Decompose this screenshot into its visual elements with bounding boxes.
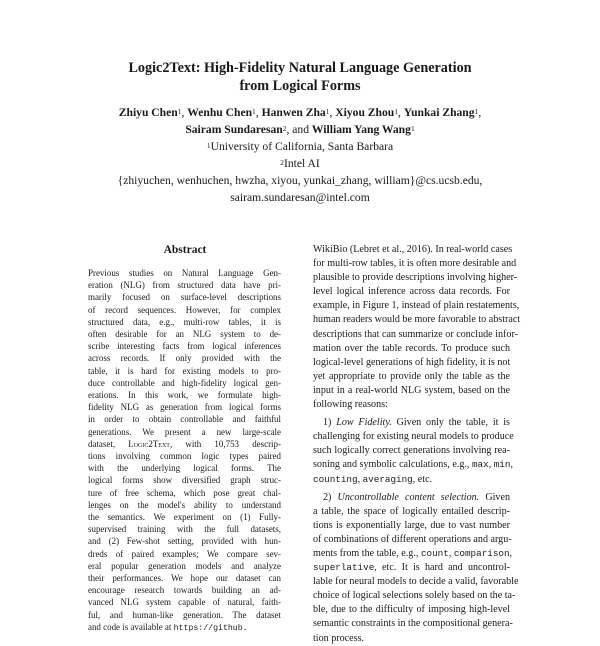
dataset-name: Logic2Text xyxy=(128,438,170,449)
abstract-line: structured data, e.g., multi-row tables, it is xyxy=(88,316,281,327)
abstract-line: and (2) Few-shot setting, provided with hun- xyxy=(88,536,281,547)
body-line: input in a real-world NLG system, based on the xyxy=(313,384,510,396)
abstract-line: vanced NLG system capable of natural, faith- xyxy=(88,597,281,608)
reason-2-text: ments from the table, e.g., xyxy=(313,547,419,559)
title-line-2: from Logical Forms xyxy=(239,78,361,94)
affiliation-name: Intel AI xyxy=(284,157,320,170)
body-line: example, in Figure 1, instead of plain restatements, xyxy=(313,300,520,312)
abstract-heading: Abstract xyxy=(163,244,207,256)
abstract-line: across records. If only provided with the xyxy=(88,353,281,364)
abstract-line: fidelity NLG as generation from logical forms xyxy=(88,402,281,413)
abstract-line: in order to obtain controllable and faithful xyxy=(88,414,281,425)
affiliation-sup: 1 xyxy=(206,141,211,150)
body-line: following reasons: xyxy=(313,399,388,411)
author-sup: 1 xyxy=(474,107,479,116)
abstract-line: of record sequences. However, for complex xyxy=(88,304,281,315)
author-sup: 1 xyxy=(177,107,182,116)
author-block xyxy=(0,104,600,206)
op-counting: counting xyxy=(313,473,358,485)
reason-2-line: of combinations of different operations and argu- xyxy=(313,533,512,545)
op-averaging: averaging xyxy=(362,473,413,485)
abstract-line: erations. In this work, we formulate high- xyxy=(88,390,281,401)
author-line-1: Zhiyu Chen$^1$, Wenhu Chen$^1$, Hanwen Zha$^1$, Xiyou Zhou$^1$, Yunkai Zhang$^1$, xyxy=(118,106,482,119)
abstract-line: eral popular generation models and analyze xyxy=(88,560,281,571)
abstract-line: tions involving common logic types paired xyxy=(88,451,281,462)
reason-2-text: Given xyxy=(485,491,510,503)
author-name: Sairam Sundaresan xyxy=(185,123,283,136)
abstract-line: often desirable for an NLG system to de- xyxy=(88,329,281,340)
reason-1-line: counting, averaging, etc. xyxy=(313,473,433,485)
affiliation-sup: 2 xyxy=(280,158,284,167)
author-name: William Yang Wang xyxy=(311,123,411,136)
op-comparison: comparison xyxy=(453,547,510,559)
reason-1-line: soning and symbolic calculations, e.g., max, min, xyxy=(313,459,513,471)
abstract-line: their performances. We hope our dataset can xyxy=(88,573,281,584)
body-line: logical-level generations of high fidelity, it is not xyxy=(313,356,511,368)
reason-1-line: challenging for existing neural models to produce xyxy=(313,431,514,443)
reason-2-line: lable for neural models to decide a valid, favorable xyxy=(313,576,519,588)
abstract-line: and code is available at https://github. xyxy=(88,621,248,633)
abstract-line: duce controllable and high-fidelity logical gen- xyxy=(88,377,281,388)
body-line: level logical inference across data records. For xyxy=(313,286,510,298)
reason-2-line: tion process. xyxy=(313,632,365,644)
author-name: Hanwen Zha xyxy=(261,106,326,119)
op-max: max xyxy=(471,459,489,471)
abstract-line: table, it is hard for existing models to pro- xyxy=(88,365,281,376)
dataset-url[interactable]: https://github. xyxy=(173,623,248,633)
author-sup: 1 xyxy=(410,124,415,133)
reason-2-line: tions is exponentially large, due to vast number xyxy=(313,519,510,531)
reason-2-line: superlative, etc. It is hard and uncontrol- xyxy=(313,562,510,574)
op-count: count xyxy=(420,547,449,559)
body-paragraph xyxy=(313,243,521,412)
body-line: for multi-row tables, it is often more desirable and xyxy=(313,258,517,270)
abstract-line: ture of free schema, which pose great chal- xyxy=(88,487,281,498)
email-line-2: sairam.sundaresan@intel.com xyxy=(230,191,370,204)
body-line: yet appropriate to provide only the table as the xyxy=(313,370,510,382)
abstract-line: with the underlying logical forms. The xyxy=(88,463,281,474)
reason-1-number: 1) xyxy=(323,417,332,429)
abstract-line: dreds of paired examples; We compare sev- xyxy=(88,548,281,559)
author-sup: 1 xyxy=(394,107,398,116)
reason-2-line: choice of logical selections solely based on the ta- xyxy=(313,590,516,602)
abstract-line: encourage research towards building an ad- xyxy=(88,585,281,596)
abstract-body xyxy=(88,267,281,635)
abstract-line: supervised training with the full datasets, xyxy=(88,524,281,535)
affiliation-1 xyxy=(0,138,600,155)
reason-1-label: Low Fidelity. xyxy=(336,417,392,429)
abstract-line: logical forms show diversified graph struc- xyxy=(88,475,281,486)
body-line: descriptions that can summarize or conclude infor- xyxy=(313,328,518,340)
title-line-1: Logic2Text: High-Fidelity Natural Language Generation xyxy=(128,60,472,76)
body-line: human readers would be more favorable to abstract xyxy=(313,314,521,326)
body-line: WikiBio (Lebret et al., 2016). In real-world cases xyxy=(313,244,513,255)
abstract-line: lenges on the model's ability to understand xyxy=(88,499,281,510)
paper-title xyxy=(0,59,600,95)
reason-2-line: ble, due to the difficulty of imposing high-level xyxy=(313,604,510,616)
abstract-line: the semantics. We experiment on (1) Fully- xyxy=(88,512,281,523)
abstract-line: generations. We present a new large-scale xyxy=(88,426,281,437)
reason-1-text: soning and symbolic calculations, e.g., xyxy=(313,459,470,471)
reason-2-label: Uncontrollable content selection. xyxy=(337,491,480,503)
body-line: mation over the table records. To produce such xyxy=(313,342,510,354)
reason-2-line xyxy=(313,491,510,505)
abstract-line: scribe interesting facts from logical inferences xyxy=(88,341,281,352)
reason-2-number: 2) xyxy=(323,491,332,503)
email-line-1: {zhiyuchen, wenhuchen, hwzha, xiyou, yunkai_zhang, william}@cs.ucsb.edu, xyxy=(117,174,483,187)
abstract-line: dataset, Logic2Text, with 10,753 descrip- xyxy=(88,438,281,449)
author-line-2: Sairam Sundaresan$^2$, and William Yang Wang$^1$ xyxy=(185,123,415,136)
author-conjunction: and xyxy=(292,123,310,136)
affiliation-name: University of California, Santa Barbara xyxy=(210,140,394,153)
abstract-line: ful, and human-like generation. The dataset xyxy=(88,609,281,620)
author-name: Wenhu Chen xyxy=(187,106,253,119)
abstract-line: eration (NLG) from structured data have pri- xyxy=(88,280,281,291)
reason-2-line: ments from the table, e.g., count, comparison, xyxy=(313,547,513,559)
reason-2-line: a table, the space of logically entailed descrip- xyxy=(313,505,510,517)
author-sup: 2 xyxy=(282,124,287,133)
reason-2-line: semantic constraints in the compositional genera- xyxy=(313,618,513,630)
reason-1-line xyxy=(313,416,510,430)
op-superlative: superlative xyxy=(313,562,375,574)
author-name: Zhiyu Chen xyxy=(118,106,178,119)
reason-1-etc: etc. xyxy=(417,473,433,485)
abstract-line: Previous studies on Natural Language Gen- xyxy=(88,268,281,278)
body-column xyxy=(313,243,521,646)
reason-1-text: Given only the table, it is xyxy=(396,417,510,429)
abstract-line: marily focused on surface-level descriptions xyxy=(88,292,281,303)
author-name: Yunkai Zhang xyxy=(403,106,475,119)
op-min: min xyxy=(493,459,511,471)
body-line: plausible to provide descriptions involving higher- xyxy=(313,272,518,284)
author-name: Xiyou Zhou xyxy=(335,106,395,119)
reason-2-text: etc. It is hard and uncontrol- xyxy=(382,562,510,574)
affiliation-2 xyxy=(0,155,600,172)
author-sup: 1 xyxy=(325,107,330,116)
reason-1-line: such logically correct generations involving rea- xyxy=(313,445,510,457)
author-sup: 1 xyxy=(252,107,256,116)
